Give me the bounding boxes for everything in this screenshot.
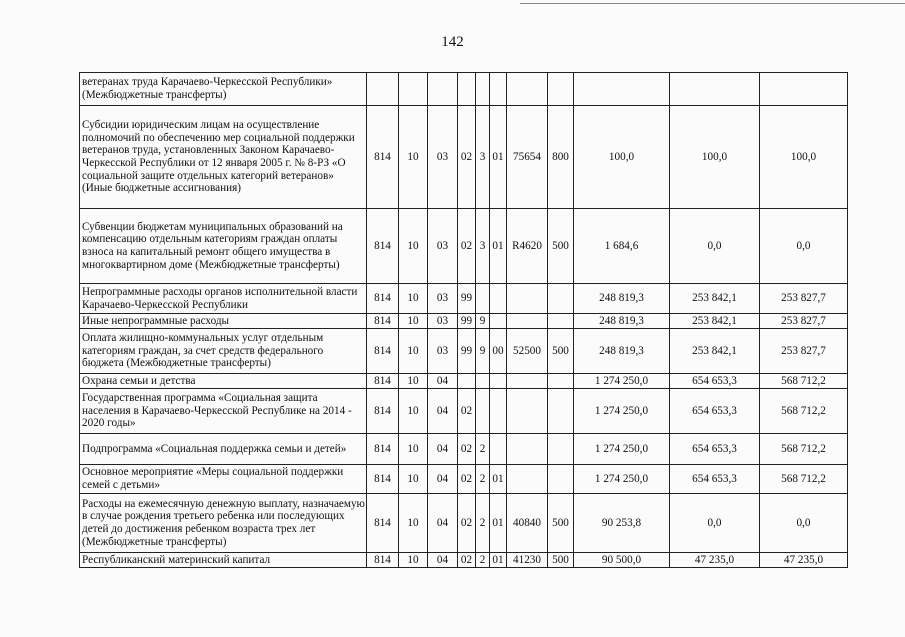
program-code-cell xyxy=(458,73,476,106)
section-code-cell: 10 xyxy=(399,374,428,389)
amount-year-1-cell: 100,0 xyxy=(574,106,670,209)
ministry-code-cell: 814 xyxy=(367,494,399,553)
subprogram-code-cell: 3 xyxy=(476,106,490,209)
ministry-code-cell xyxy=(367,73,399,106)
ministry-code-cell: 814 xyxy=(367,374,399,389)
expense-type-code-cell xyxy=(548,389,574,434)
amount-year-2-cell: 0,0 xyxy=(670,494,760,553)
activity-code-cell: 00 xyxy=(490,329,507,374)
program-code-cell: 02 xyxy=(458,106,476,209)
expense-name-cell: Охрана семьи и детства xyxy=(80,374,367,389)
program-code-cell: 02 xyxy=(458,465,476,494)
amount-year-2-cell: 253 842,1 xyxy=(670,284,760,314)
amount-year-1-cell: 90 253,8 xyxy=(574,494,670,553)
program-code-cell: 99 xyxy=(458,314,476,329)
direction-code-cell: 52500 xyxy=(507,329,548,374)
amount-year-2-cell xyxy=(670,73,760,106)
amount-year-2-cell: 654 653,3 xyxy=(670,389,760,434)
table-row xyxy=(80,389,848,434)
expense-type-code-cell xyxy=(548,374,574,389)
direction-code-cell xyxy=(507,465,548,494)
amount-year-3-cell: 253 827,7 xyxy=(760,329,848,374)
expense-name-cell: Субвенции бюджетам муниципальных образований на компенсацию отдельным категориям граждан оплаты взноса на капитальный ремонт общего имущества в многоквартирном доме (Межбюджетные трансферты) xyxy=(80,209,367,284)
amount-year-1-cell: 248 819,3 xyxy=(574,329,670,374)
ministry-code-cell: 814 xyxy=(367,329,399,374)
budget-table xyxy=(79,72,848,568)
subsection-code-cell: 04 xyxy=(428,389,458,434)
section-code-cell: 10 xyxy=(399,494,428,553)
amount-year-3-cell: 253 827,7 xyxy=(760,314,848,329)
subsection-code-cell: 03 xyxy=(428,106,458,209)
expense-name-cell: Государственная программа «Социальная защита населения в Карачаево-Черкесской Республике на 2014 - 2020 годы» xyxy=(80,389,367,434)
subprogram-code-cell: 9 xyxy=(476,314,490,329)
expense-type-code-cell xyxy=(548,465,574,494)
amount-year-1-cell: 1 274 250,0 xyxy=(574,389,670,434)
amount-year-1-cell xyxy=(574,73,670,106)
subprogram-code-cell xyxy=(476,389,490,434)
amount-year-3-cell: 568 712,2 xyxy=(760,465,848,494)
table-row xyxy=(80,106,848,209)
subprogram-code-cell: 2 xyxy=(476,553,490,568)
ministry-code-cell: 814 xyxy=(367,209,399,284)
amount-year-3-cell: 568 712,2 xyxy=(760,389,848,434)
page-number: 142 xyxy=(441,34,464,50)
activity-code-cell xyxy=(490,73,507,106)
activity-code-cell: 01 xyxy=(490,106,507,209)
amount-year-3-cell: 568 712,2 xyxy=(760,374,848,389)
ministry-code-cell: 814 xyxy=(367,434,399,465)
table-row xyxy=(80,284,848,314)
amount-year-1-cell: 1 274 250,0 xyxy=(574,374,670,389)
table-row xyxy=(80,553,848,568)
subprogram-code-cell: 3 xyxy=(476,209,490,284)
section-code-cell: 10 xyxy=(399,209,428,284)
subsection-code-cell: 04 xyxy=(428,553,458,568)
section-code-cell: 10 xyxy=(399,465,428,494)
activity-code-cell: 01 xyxy=(490,209,507,284)
subprogram-code-cell xyxy=(476,284,490,314)
direction-code-cell: 40840 xyxy=(507,494,548,553)
activity-code-cell: 01 xyxy=(490,465,507,494)
subprogram-code-cell: 2 xyxy=(476,494,490,553)
ministry-code-cell: 814 xyxy=(367,553,399,568)
amount-year-1-cell: 248 819,3 xyxy=(574,314,670,329)
section-code-cell: 10 xyxy=(399,314,428,329)
expense-type-code-cell: 500 xyxy=(548,494,574,553)
subprogram-code-cell xyxy=(476,73,490,106)
program-code-cell: 02 xyxy=(458,434,476,465)
expense-type-code-cell xyxy=(548,314,574,329)
subsection-code-cell: 03 xyxy=(428,314,458,329)
amount-year-1-cell: 248 819,3 xyxy=(574,284,670,314)
program-code-cell xyxy=(458,374,476,389)
section-code-cell: 10 xyxy=(399,284,428,314)
amount-year-1-cell: 1 274 250,0 xyxy=(574,465,670,494)
amount-year-2-cell: 0,0 xyxy=(670,209,760,284)
amount-year-3-cell: 100,0 xyxy=(760,106,848,209)
subprogram-code-cell: 2 xyxy=(476,434,490,465)
amount-year-2-cell: 654 653,3 xyxy=(670,434,760,465)
amount-year-3-cell xyxy=(760,73,848,106)
amount-year-2-cell: 47 235,0 xyxy=(670,553,760,568)
amount-year-2-cell: 253 842,1 xyxy=(670,329,760,374)
section-code-cell: 10 xyxy=(399,329,428,374)
expense-name-cell: ветеранах труда Карачаево-Черкесской Республики» (Межбюджетные трансферты) xyxy=(80,73,367,106)
program-code-cell: 99 xyxy=(458,284,476,314)
amount-year-2-cell: 253 842,1 xyxy=(670,314,760,329)
subsection-code-cell: 04 xyxy=(428,434,458,465)
direction-code-cell: 75654 xyxy=(507,106,548,209)
ministry-code-cell: 814 xyxy=(367,314,399,329)
program-code-cell: 02 xyxy=(458,389,476,434)
direction-code-cell xyxy=(507,389,548,434)
amount-year-2-cell: 654 653,3 xyxy=(670,465,760,494)
program-code-cell: 02 xyxy=(458,209,476,284)
table-row xyxy=(80,374,848,389)
amount-year-3-cell: 0,0 xyxy=(760,209,848,284)
activity-code-cell xyxy=(490,374,507,389)
subprogram-code-cell: 9 xyxy=(476,329,490,374)
activity-code-cell xyxy=(490,389,507,434)
subsection-code-cell xyxy=(428,73,458,106)
expense-type-code-cell: 500 xyxy=(548,553,574,568)
program-code-cell: 02 xyxy=(458,494,476,553)
activity-code-cell xyxy=(490,314,507,329)
expense-name-cell: Республиканский материнский капитал xyxy=(80,553,367,568)
expense-name-cell: Расходы на ежемесячную денежную выплату, назначаемую в случае рождения третьего ребенка или последующих детей до достижения ребенком возраста трех лет (Межбюджетные трансферты) xyxy=(80,494,367,553)
expense-type-code-cell: 500 xyxy=(548,329,574,374)
subprogram-code-cell: 2 xyxy=(476,465,490,494)
amount-year-1-cell: 90 500,0 xyxy=(574,553,670,568)
activity-code-cell: 01 xyxy=(490,494,507,553)
amount-year-1-cell: 1 274 250,0 xyxy=(574,434,670,465)
subsection-code-cell: 04 xyxy=(428,465,458,494)
amount-year-2-cell: 654 653,3 xyxy=(670,374,760,389)
activity-code-cell xyxy=(490,434,507,465)
amount-year-3-cell: 0,0 xyxy=(760,494,848,553)
section-code-cell xyxy=(399,73,428,106)
section-code-cell: 10 xyxy=(399,106,428,209)
amount-year-3-cell: 568 712,2 xyxy=(760,434,848,465)
expense-type-code-cell: 500 xyxy=(548,209,574,284)
table-row xyxy=(80,329,848,374)
subprogram-code-cell xyxy=(476,374,490,389)
activity-code-cell: 01 xyxy=(490,553,507,568)
amount-year-3-cell: 47 235,0 xyxy=(760,553,848,568)
direction-code-cell: 41230 xyxy=(507,553,548,568)
expense-name-cell: Иные непрограммные расходы xyxy=(80,314,367,329)
table-row xyxy=(80,73,848,106)
activity-code-cell xyxy=(490,284,507,314)
ministry-code-cell: 814 xyxy=(367,106,399,209)
expense-name-cell: Субсидии юридическим лицам на осуществление полномочий по обеспечению мер социальной поддержки ветеранов труда, установленных Законом Карачаево-Черкесской Республики от 12 января 2005 г. № 8-РЗ «О социальной защите отдельных категорий ветеранов» (Иные бюджетные ассигнования) xyxy=(80,106,367,209)
amount-year-2-cell: 100,0 xyxy=(670,106,760,209)
table-row xyxy=(80,314,848,329)
expense-name-cell: Основное мероприятие «Меры социальной поддержки семей с детьми» xyxy=(80,465,367,494)
direction-code-cell xyxy=(507,73,548,106)
expense-type-code-cell xyxy=(548,284,574,314)
direction-code-cell: R4620 xyxy=(507,209,548,284)
section-code-cell: 10 xyxy=(399,389,428,434)
expense-type-code-cell xyxy=(548,434,574,465)
direction-code-cell xyxy=(507,374,548,389)
table-row xyxy=(80,209,848,284)
direction-code-cell xyxy=(507,434,548,465)
ministry-code-cell: 814 xyxy=(367,389,399,434)
ministry-code-cell: 814 xyxy=(367,284,399,314)
table-row xyxy=(80,494,848,553)
table-body xyxy=(80,73,848,568)
table-row xyxy=(80,434,848,465)
direction-code-cell xyxy=(507,314,548,329)
subsection-code-cell: 04 xyxy=(428,494,458,553)
direction-code-cell xyxy=(507,284,548,314)
subsection-code-cell: 03 xyxy=(428,284,458,314)
table-row xyxy=(80,465,848,494)
expense-name-cell: Подпрограмма «Социальная поддержка семьи и детей» xyxy=(80,434,367,465)
subsection-code-cell: 04 xyxy=(428,374,458,389)
expense-type-code-cell: 800 xyxy=(548,106,574,209)
section-code-cell: 10 xyxy=(399,434,428,465)
program-code-cell: 99 xyxy=(458,329,476,374)
section-code-cell: 10 xyxy=(399,553,428,568)
expense-type-code-cell xyxy=(548,73,574,106)
ministry-code-cell: 814 xyxy=(367,465,399,494)
subsection-code-cell: 03 xyxy=(428,209,458,284)
expense-name-cell: Оплата жилищно-коммунальных услуг отдельным категориям граждан, за счет средств федерального бюджета (Межбюджетные трансферты) xyxy=(80,329,367,374)
amount-year-1-cell: 1 684,6 xyxy=(574,209,670,284)
amount-year-3-cell: 253 827,7 xyxy=(760,284,848,314)
expense-name-cell: Непрограммные расходы органов исполнительной власти Карачаево-Черкесской Республики xyxy=(80,284,367,314)
program-code-cell: 02 xyxy=(458,553,476,568)
scan-edge-line xyxy=(520,3,905,4)
subsection-code-cell: 03 xyxy=(428,329,458,374)
